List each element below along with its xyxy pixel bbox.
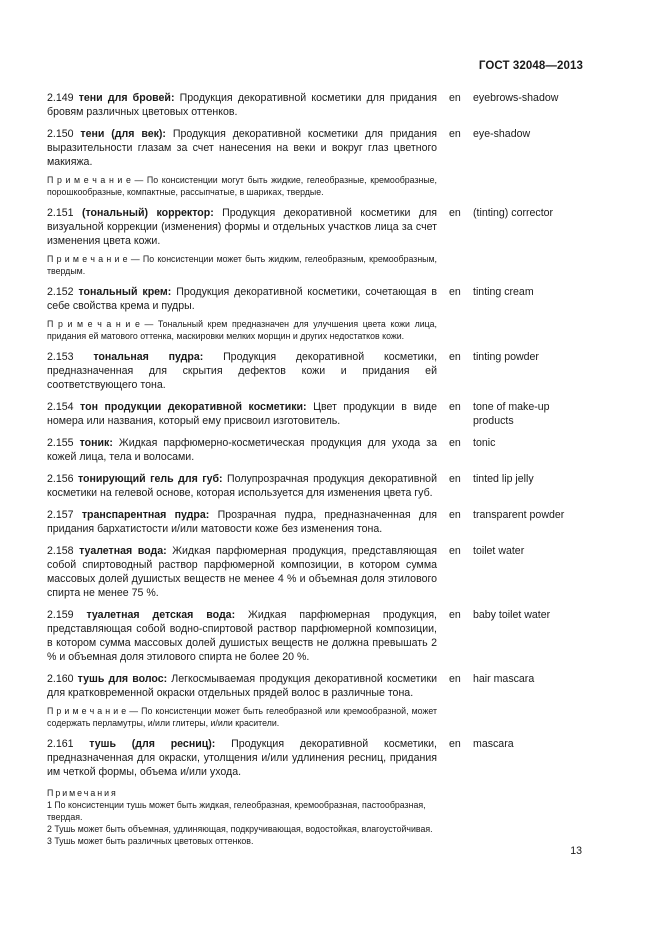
term-note	[47, 174, 437, 198]
english-equivalent: baby toilet water	[473, 609, 551, 621]
note-text: — По консистенции могут быть жидкие, гелеобразные, кремообразные, порошкообразные, компактные, рассыпчатые, в шариках, твердые.	[47, 175, 437, 197]
term-definition-text: Прозрачная пудра, предназначенная для придания бархатистости и/или матовости коже без изменения тона.	[47, 509, 437, 535]
term-entry	[47, 127, 587, 198]
term-entry	[47, 91, 587, 119]
term-definition	[47, 608, 437, 664]
term-definition	[47, 672, 437, 700]
note-text: — По консистенции может быть гелеобразной или кремообразной, может содержать перламутры, и/или глитеры, и/или красители.	[47, 706, 437, 728]
term-definition-text: Цвет продукции в виде номера или названия, который ему присвоил изготовитель.	[47, 401, 437, 427]
term-entry	[47, 672, 587, 729]
language-code: en	[449, 401, 461, 413]
term-definition-text: Легкосмываемая продукция декоративной косметики для кратковременной окраски отдельных прядей волос в различные тона.	[47, 673, 437, 699]
note-text: — По консистенции может быть жидким, гелеобразным, кремообразным, твердым.	[47, 254, 437, 276]
term-definition-text: Продукция декоративной косметики для придания выразительности глазам за счет нанесения на веки и вокруг глаз цветного макияжа.	[47, 128, 437, 168]
language-code: en	[449, 609, 461, 621]
term-definition	[47, 508, 437, 536]
term-definition-text: Жидкая парфюмерно-косметическая продукция для ухода за кожей лица, тела и волосами.	[47, 437, 437, 463]
term-number: 2.161	[47, 738, 74, 750]
english-equivalent: hair mascara	[473, 673, 535, 685]
term-definition	[47, 91, 437, 119]
term-definition-text: Продукция декоративной косметики, сочетающая в себе свойства крема и пудры.	[47, 286, 438, 312]
term-number: 2.151	[47, 207, 74, 219]
term-definition-text: Продукция декоративной косметики, предназначенная для скрытия дефектов кожи и придания ей соответствующего тона.	[47, 351, 438, 391]
term-definition	[47, 544, 437, 600]
term-number: 2.153	[47, 351, 74, 363]
english-equivalent: transparent powder	[473, 509, 565, 521]
term-name: тени для бровей:	[78, 92, 175, 104]
term-note	[47, 318, 437, 342]
term-entry	[47, 608, 587, 664]
term-note	[47, 253, 437, 277]
term-name: тон продукции декоративной косметики:	[80, 401, 307, 413]
english-equivalent: toilet water	[473, 545, 525, 557]
english-equivalent: eye-shadow	[473, 128, 531, 140]
language-code: en	[449, 738, 461, 750]
note-label: П р и м е ч а н и е	[47, 254, 128, 264]
term-number: 2.157	[47, 509, 74, 521]
term-note	[47, 705, 437, 729]
language-code: en	[449, 92, 461, 104]
english-equivalent: tonic	[473, 437, 496, 449]
term-entry	[47, 400, 587, 428]
term-definition	[47, 285, 437, 313]
term-definition	[47, 350, 437, 392]
term-name: транспарентная пудра:	[81, 509, 210, 521]
term-entry	[47, 436, 587, 464]
language-code: en	[449, 473, 461, 485]
language-code: en	[449, 673, 461, 685]
term-definition	[47, 400, 437, 428]
term-entry	[47, 544, 587, 600]
language-code: en	[449, 437, 461, 449]
english-equivalent: tone of make-up products	[473, 401, 550, 427]
term-definition	[47, 127, 437, 169]
language-code: en	[449, 351, 461, 363]
term-definition-text: Жидкая парфюмерная продукция, представляющая собой водно-спиртовой раствор парфюмерной композиции, в котором сумма массовых долей душистых веществ не должна превышать 2 % и объемная доля этилового спирта не более 20 %.	[47, 609, 437, 663]
term-entry	[47, 350, 587, 392]
term-definition-text: Продукция декоративной косметики, предназначенная для окраски, утолщения и/или удлинения ресниц, придания им четкой формы, объема и/или ухода.	[47, 738, 437, 778]
term-name: тонирующий гель для губ:	[77, 473, 223, 485]
term-number: 2.160	[47, 673, 74, 685]
english-equivalent: eyebrows-shadow	[473, 92, 559, 104]
language-code: en	[449, 545, 461, 557]
final-note-item: 2 Тушь может быть объемная, удлиняющая, подкручивающая, водостойкая, влагоустойчивая.	[47, 824, 433, 834]
language-code: en	[449, 128, 461, 140]
term-definition-text: Жидкая парфюмерная продукция, представляющая собой спиртоводный раствор парфюмерной композиции, в котором сумма массовых долей душистых веществ не менее 4 % и объемная доля этилового спирта не менее 75 %.	[47, 545, 437, 599]
term-definition-text: Полупрозрачная продукция декоративной косметики на гелевой основе, которая используется для изменения цвета губ.	[47, 473, 437, 499]
term-entry	[47, 508, 587, 536]
english-equivalent: (tinting) corrector	[473, 207, 554, 219]
term-number: 2.150	[47, 128, 74, 140]
english-equivalent: mascara	[473, 738, 514, 750]
english-equivalent: tinted lip jelly	[473, 473, 534, 485]
language-code: en	[449, 207, 461, 219]
term-name: тоник:	[79, 437, 113, 449]
term-number: 2.156	[47, 473, 74, 485]
term-name: тени (для век):	[80, 128, 166, 140]
english-equivalent: tinting cream	[473, 286, 534, 298]
term-number: 2.149	[47, 92, 74, 104]
term-definition	[47, 737, 437, 779]
term-definition-text: Продукция декоративной косметики для визуальной коррекции (изменения) формы и отдельных участков лица за счет изменения цвета кожи.	[47, 207, 437, 247]
note-label: П р и м е ч а н и е	[47, 175, 131, 185]
term-name: тушь (для ресниц):	[89, 738, 216, 750]
term-name: туалетная детская вода:	[86, 609, 236, 621]
language-code: en	[449, 509, 461, 521]
standard-header: ГОСТ 32048—2013	[478, 60, 583, 72]
term-number: 2.159	[47, 609, 74, 621]
final-note-item: 3 Тушь может быть различных цветовых оттенков.	[47, 836, 254, 846]
note-label: П р и м е ч а н и е	[47, 319, 140, 329]
final-note-item: 1 По консистенции тушь может быть жидкая, гелеобразная, кремообразная, пастообразная, твердая.	[47, 800, 426, 822]
language-code: en	[449, 286, 461, 298]
note-label: П р и м е ч а н и е	[47, 706, 127, 716]
term-definition	[47, 206, 437, 248]
term-name: туалетная вода:	[79, 545, 167, 557]
term-name: (тональный) корректор:	[81, 207, 214, 219]
term-definition-text: Продукция декоративной косметики для придания бровям различных цветовых оттенков.	[47, 92, 437, 118]
term-number: 2.152	[47, 286, 74, 298]
page-number: 13	[570, 845, 582, 857]
term-name: тушь для волос:	[77, 673, 168, 685]
term-entry	[47, 737, 587, 779]
term-definition	[47, 436, 437, 464]
note-text: — Тональный крем предназначен для улучшения цвета кожи лица, придания ей матового оттенка, маскировки мелких морщин и других недостатков кожи.	[47, 319, 437, 341]
term-definition	[47, 472, 437, 500]
final-notes	[47, 787, 447, 847]
term-number: 2.158	[47, 545, 74, 557]
term-name: тональная пудра:	[93, 351, 204, 363]
term-name: тональный крем:	[78, 286, 172, 298]
final-notes-heading: Примечания	[47, 788, 118, 798]
term-entry	[47, 206, 587, 277]
term-entry	[47, 472, 587, 500]
term-number: 2.154	[47, 401, 74, 413]
term-entry	[47, 285, 587, 342]
english-equivalent: tinting powder	[473, 351, 539, 363]
terms-list	[47, 91, 587, 847]
term-number: 2.155	[47, 437, 74, 449]
